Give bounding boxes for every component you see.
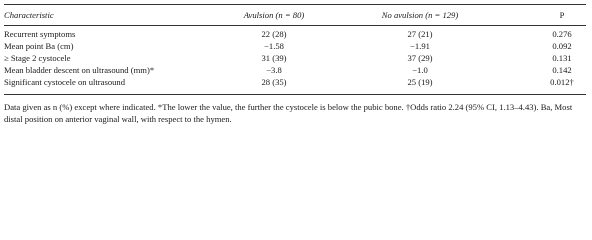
- cell-p: 0.142: [552, 65, 572, 75]
- table-body: [4, 26, 586, 94]
- cell-avulsion: −1.58: [264, 41, 284, 51]
- table-footnote: Data given as n (%) except where indicated. *The lower the value, the further the cystocele is below the pubic bone. †Odds ratio 2.24 (95% CI, 1.13–4.43). Ba, Most distal position on anterior vaginal wall, with respect to the hymen.: [4, 102, 573, 124]
- header-characteristic: Characteristic: [4, 10, 54, 20]
- cell-characteristic: Significant cystocele on ultrasound: [4, 77, 126, 87]
- cell-p: 0.012†: [550, 77, 574, 87]
- cell-characteristic: ≥ Stage 2 cystocele: [4, 53, 71, 63]
- table-row: [4, 65, 586, 77]
- table-header-row: [4, 5, 586, 25]
- cell-p: 0.131: [552, 53, 572, 63]
- cell-no-avulsion: 27 (21): [407, 29, 433, 39]
- cell-no-avulsion: 37 (29): [407, 53, 433, 63]
- header-avulsion: Avulsion (n = 80): [243, 10, 305, 20]
- table-row: [4, 41, 586, 53]
- table-row: [4, 77, 586, 89]
- cell-p: 0.092: [552, 41, 572, 51]
- cell-avulsion: 28 (35): [261, 77, 287, 87]
- cell-characteristic: Recurrent symptoms: [4, 29, 76, 39]
- table-row: [4, 53, 586, 65]
- cell-avulsion: 31 (39): [261, 53, 287, 63]
- results-table: [4, 4, 586, 124]
- cell-no-avulsion: −1.91: [410, 41, 430, 51]
- cell-characteristic: Mean bladder descent on ultrasound (mm)*: [4, 65, 155, 75]
- cell-no-avulsion: 25 (19): [407, 77, 433, 87]
- cell-avulsion: −3.8: [266, 65, 282, 75]
- table-row: [4, 29, 586, 41]
- cell-no-avulsion: −1.0: [412, 65, 428, 75]
- header-no-avulsion: No avulsion (n = 129): [381, 10, 459, 20]
- bottom-rule: [4, 94, 586, 95]
- cell-avulsion: 22 (28): [261, 29, 287, 39]
- cell-p: 0.276: [552, 29, 572, 39]
- header-p: P: [559, 10, 565, 20]
- cell-characteristic: Mean point Ba (cm): [4, 41, 74, 51]
